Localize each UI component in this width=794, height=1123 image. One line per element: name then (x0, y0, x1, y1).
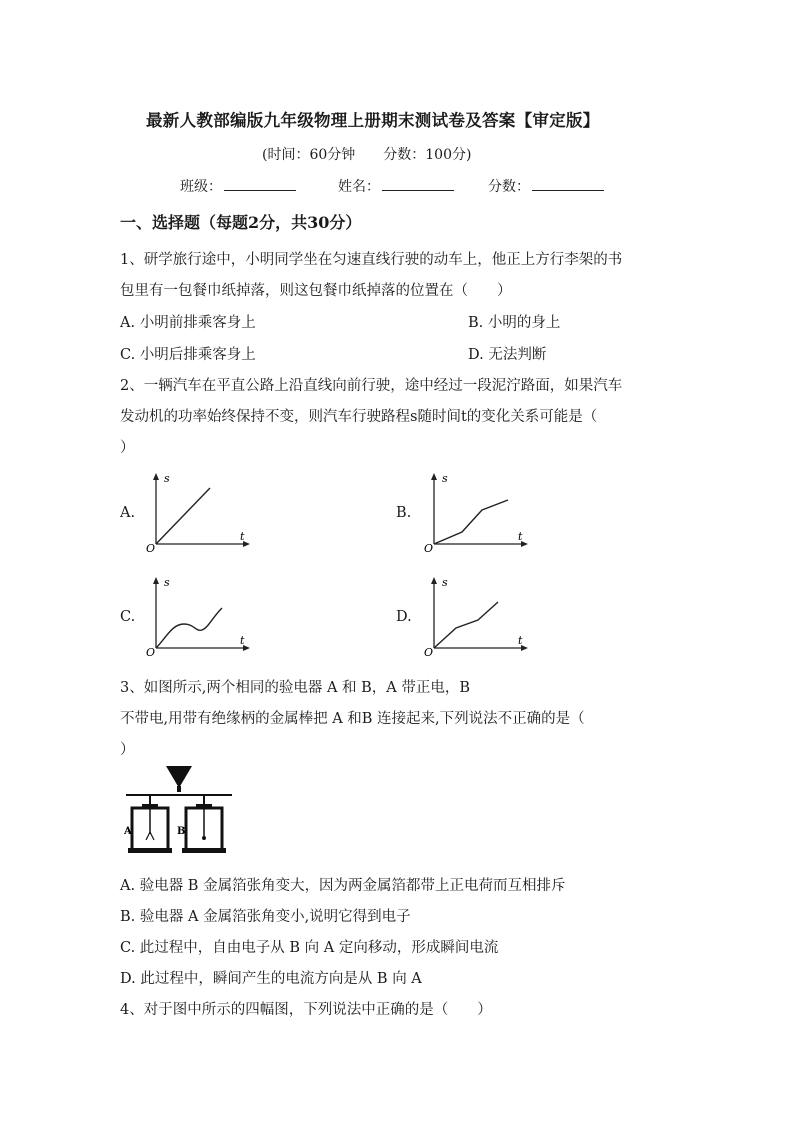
q4-line1: 4、对于图中所示的四幅图，下列说法中正确的是（ ） (120, 1002, 492, 1018)
q2-option-c: C. (120, 609, 136, 625)
name-field (338, 176, 454, 196)
graph-c-s-label: s (164, 576, 170, 589)
q1-line1: 1、研学旅行途中，小明同学坐在匀速直线行驶的动车上，他正上方行李架的书 (120, 252, 623, 268)
graph-a-curve (156, 488, 210, 544)
section-heading: 一、选择题（每题2分，共30分） (120, 213, 362, 232)
q3-line3: ） (120, 742, 135, 758)
graph-b-curve (434, 500, 508, 544)
q1-option-a: A. 小明前排乘客身上 (120, 315, 256, 331)
graph-b-s-label: s (442, 472, 448, 485)
q2-option-a: A. (120, 505, 136, 521)
score-field (488, 176, 604, 196)
class-label: 班级： (180, 179, 222, 195)
graph-a (142, 468, 252, 554)
q2-line1: 2、一辆汽车在平直公路上沿直线向前行驶，途中经过一段泥泞路面，如果汽车 (120, 378, 623, 394)
q3-option-b: B. 验电器 A 金属箔张角变小,说明它得到电子 (120, 909, 411, 925)
class-field (180, 176, 296, 196)
graph-c-t-label: t (240, 634, 245, 647)
name-blank (382, 178, 454, 191)
graph-d-curve (434, 602, 498, 648)
score-blank (532, 178, 604, 191)
q2-option-b: B. (396, 505, 412, 521)
graph-a-t-label: t (240, 530, 245, 543)
graph-a-s-label: s (164, 472, 170, 485)
electroscope-b-label: B (177, 826, 186, 837)
graph-b-t-label: t (518, 530, 523, 543)
graph-d-t-label: t (518, 634, 523, 647)
q3-option-d: D. 此过程中，瞬间产生的电流方向是从 B 向 A (120, 971, 422, 987)
q3-option-a: A. 验电器 B 金属箔张角变大，因为两金属箔都带上正电荷而互相排斥 (120, 878, 566, 894)
q1-option-c: C. 小明后排乘客身上 (120, 347, 256, 363)
graph-c-origin: O (146, 646, 156, 658)
q1-option-b: B. 小明的身上 (468, 315, 561, 331)
class-blank (224, 178, 296, 191)
graph-d-origin: O (424, 646, 434, 658)
q1-line2: 包里有一包餐巾纸掉落，则这包餐巾纸掉落的位置在（ ） (120, 283, 512, 299)
q3-option-c: C. 此过程中，自由电子从 B 向 A 定向移动，形成瞬间电流 (120, 940, 499, 956)
q2-line3: ） (120, 440, 135, 456)
electroscope-a-label: A (124, 826, 132, 837)
q2-option-d: D. (396, 609, 412, 625)
score-label: 分数： (488, 179, 530, 195)
graph-d-s-label: s (442, 576, 448, 589)
graph-b-origin: O (424, 542, 434, 554)
graph-a-origin: O (146, 542, 156, 554)
graph-d (420, 572, 530, 658)
page-title: 最新人教部编版九年级物理上册期末测试卷及答案【审定版】 (146, 111, 600, 130)
graph-b (420, 468, 530, 554)
q1-option-d: D. 无法判断 (468, 347, 547, 363)
name-label: 姓名： (338, 179, 380, 195)
electroscope-figure (124, 764, 236, 864)
insulating-handle-icon (166, 766, 192, 788)
time-info: (时间：60分钟 分数：100分) (262, 147, 472, 163)
q2-line2: 发动机的功率始终保持不变，则汽车行驶路程s随时间t的变化关系可能是（ (120, 409, 598, 425)
q3-line1: 3、如图所示,两个相同的验电器 A 和 B，A 带正电，B (120, 680, 471, 696)
q3-line2: 不带电,用带有绝缘柄的金属棒把 A 和B 连接起来,下列说法不正确的是（ (120, 711, 585, 727)
graph-c-curve (156, 608, 222, 648)
graph-c (142, 572, 252, 658)
